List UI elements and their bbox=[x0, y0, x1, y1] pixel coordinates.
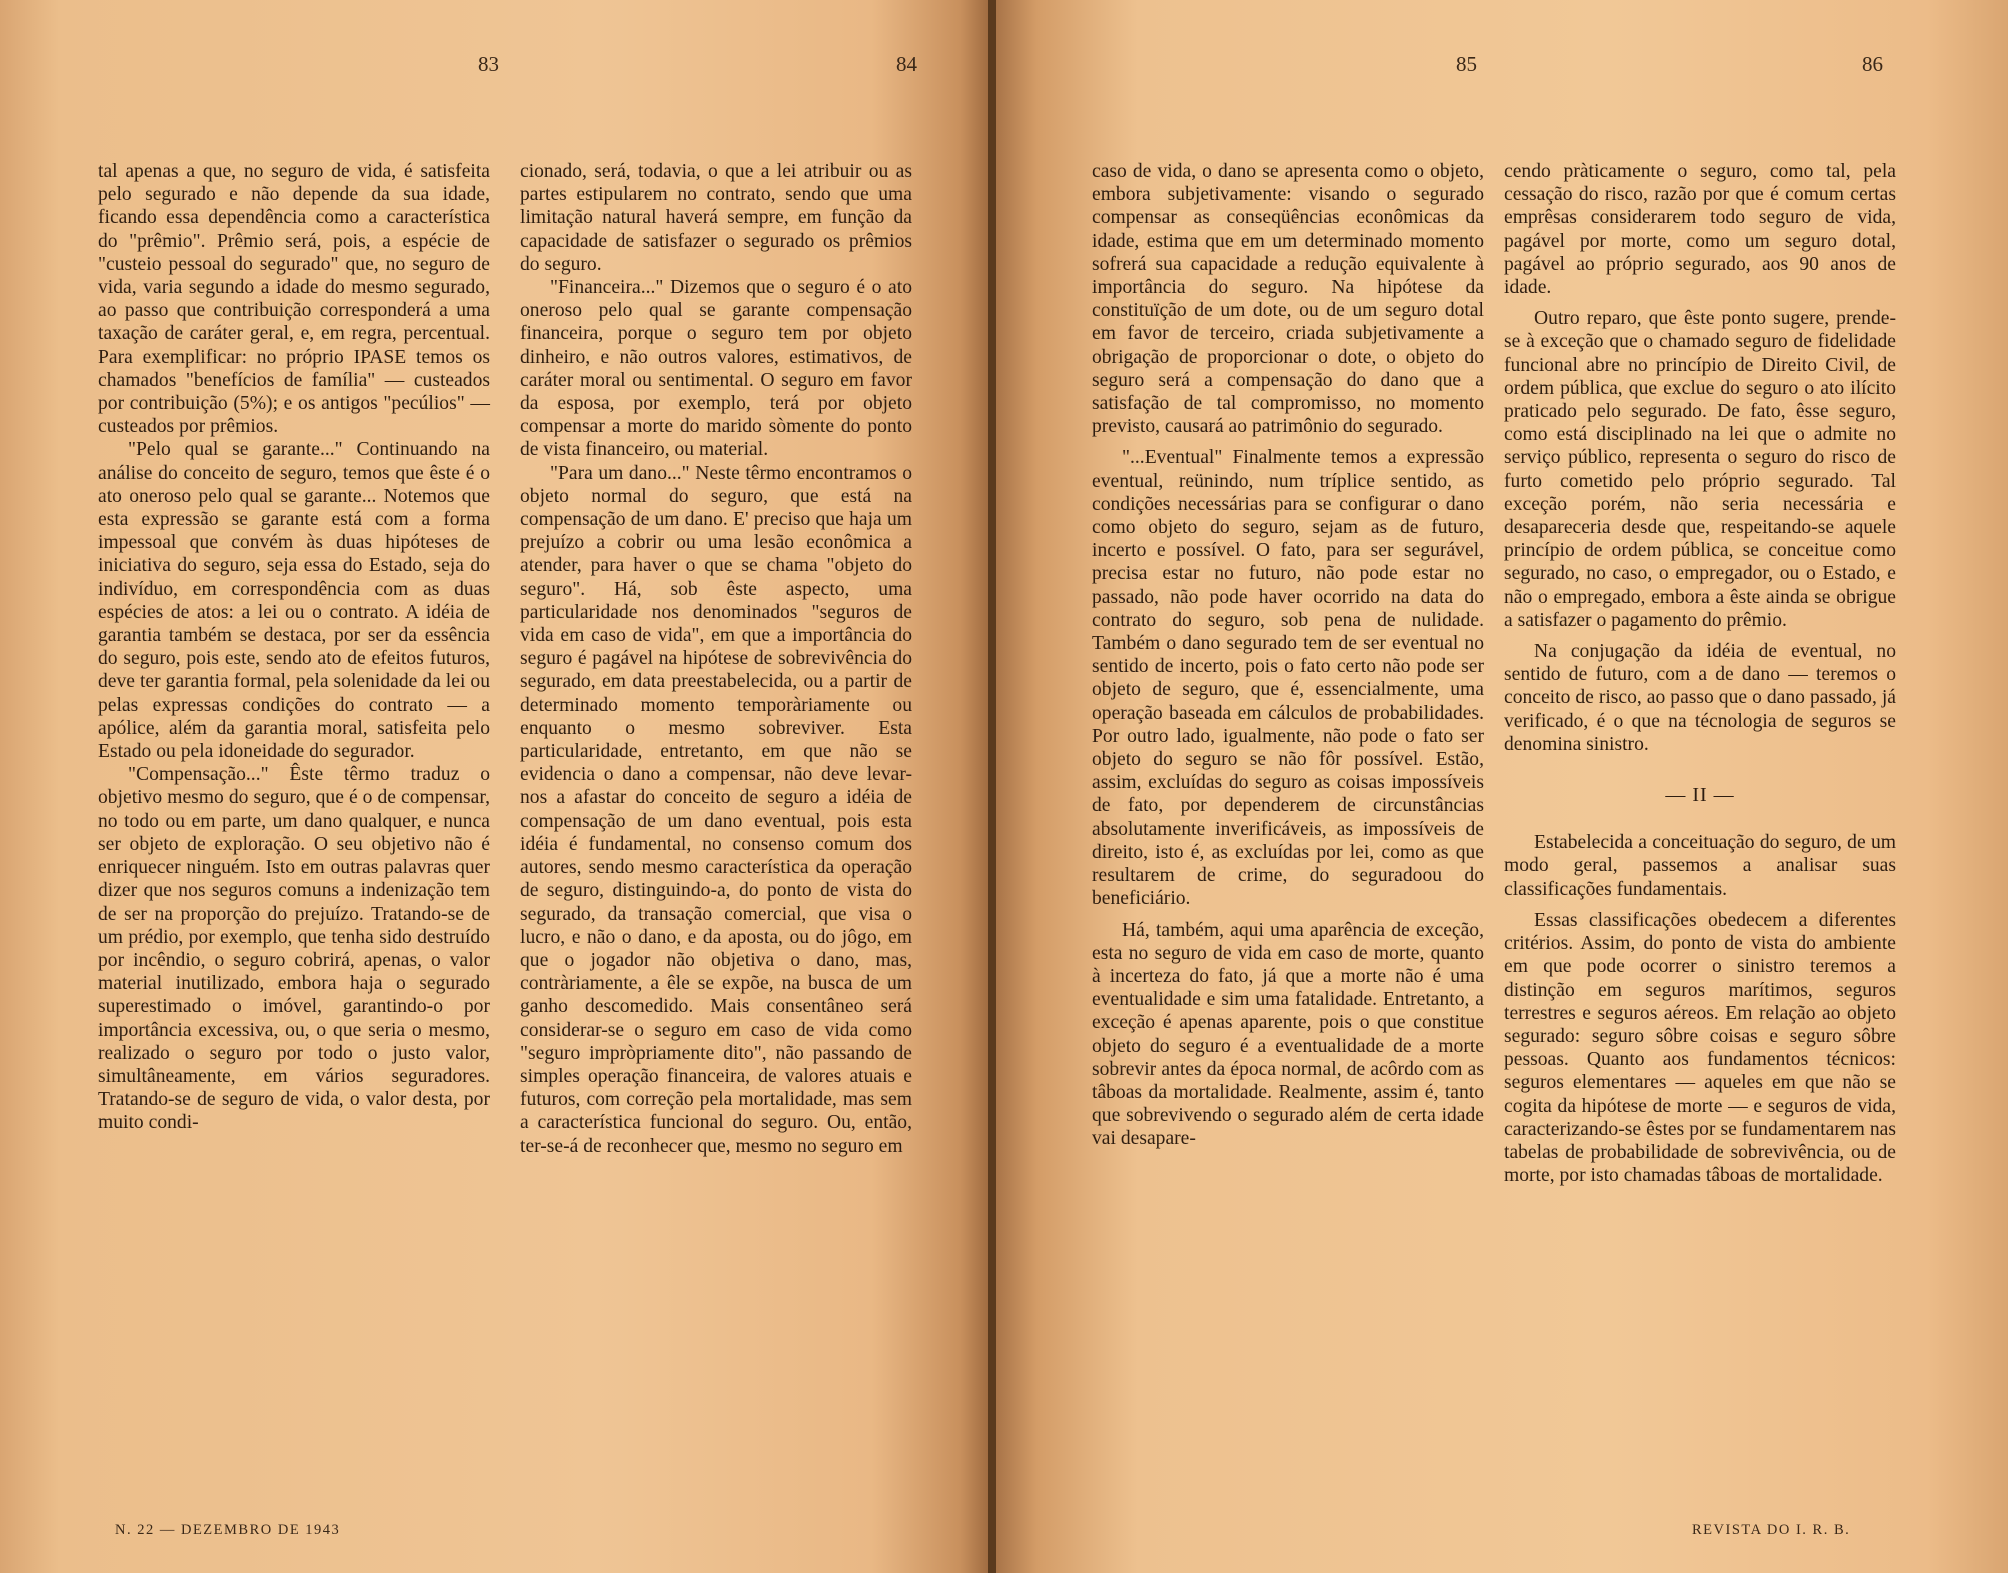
footer-journal-name: REVISTA DO I. R. B. bbox=[1692, 1522, 1851, 1538]
paragraph: Essas classificações obedecem a diferentes critérios. Assim, do ponto de vista do ambiente em que pode ocorrer o sinistro teremos a distinção em seguros marítimos, seguros terrestres e seguros aéreos. Em relação ao objeto segurado: seguro sôbre coisas e seguro sôbre pessoas. Quanto aos fundamentos técnicos: seguros elementares — aqueles em que não se cogita da hipótese de morte — e seguros de vida, caracterizando-se êstes por se fundamentarem nas tabelas de probabilidade de sobrevivência, ou de morte, por isto chamadas tâboas de mortalidade. bbox=[1504, 909, 1896, 1187]
paragraph: "Financeira..." Dizemos que o seguro é o ato oneroso pelo qual se garante compensação financeira, porque o seguro tem por objeto dinheiro, e não outros valores, estimativos, de caráter moral ou sentimental. O seguro em favor da esposa, por exemplo, terá por objeto compensar a morte do marido sòmente do ponto de vista financeiro, ou material. bbox=[520, 277, 912, 461]
paragraph: cendo pràticamente o seguro, como tal, pela cessação do risco, razão por que é comum certas emprêsas considerarem todo seguro de vida, pagável por morte, como um seguro dotal, pagável ao próprio segurado, aos 90 anos de idade. bbox=[1504, 161, 1896, 299]
paragraph: tal apenas a que, no seguro de vida, é satisfeita pelo segurado e não depende da sua idade, ficando essa dependência como a característica do "prêmio". Prêmio será, pois, a espécie de "custeio pessoal do segurado" que, no seguro de vida, varia segundo a idade do mesmo segurado, ao passo que contribuição corresponderá a uma taxação de caráter geral, e, em regra, percentual. Para exemplificar: no próprio IPASE temos os chamados "benefícios de família" — custeados por contribuição (5%); e os antigos "pecúlios" — custeados por prêmios. bbox=[98, 161, 490, 438]
paragraph: Estabelecida a conceituação do seguro, de um modo geral, passemos a analisar suas classificações fundamentais. bbox=[1504, 832, 1896, 900]
paragraph: cionado, será, todavia, o que a lei atribuir ou as partes estipularem no contrato, sendo que uma limitação natural haverá sempre, em função da capacidade de satisfazer o segurado os prêmios do seguro. bbox=[520, 161, 912, 275]
column-page-84 bbox=[520, 160, 912, 1158]
page-number-83: 83 bbox=[478, 52, 499, 76]
left-page bbox=[0, 0, 990, 1573]
paragraph: "Pelo qual se garante..." Continuando na análise do conceito de seguro, temos que êste é o ato oneroso pelo qual se garante... Notemos que esta expressão se garante está com a forma impessoal que convém às duas hipóteses de iniciativa do seguro, seja essa do Estado, seja do indivíduo, em correspondência com as duas espécies de atos: a lei ou o contrato. A idéia de garantia também se destaca, por ser da essência do seguro, pois este, sendo ato de efeitos futuros, deve ter garantia formal, pela solenidade da lei ou pelas expressas condições do contrato — a apólice, além da garantia moral, satisfeita pelo Estado ou pela idoneidade do segurador. bbox=[98, 439, 490, 763]
paragraph: Outro reparo, que êste ponto sugere, prende-se à exceção que o chamado seguro de fidelidade funcional abre no princípio de Direito Civil, de ordem pública, que exclue do seguro o ato ilícito praticado pelo segurado. De fato, êsse seguro, como está disciplinado na lei que o admite no serviço público, representa o seguro do risco de furto cometido pelo próprio segurado. Tal exceção porém, não seria necessária e desapareceria desde que, respeitando-se aquele princípio de ordem pública, se conceitue como segurado, no caso, o empregador, ou o Estado, e não o empregado, embora a êste ainda se obrigue a satisfazer o pagamento do prêmio. bbox=[1504, 308, 1896, 631]
page-number-86: 86 bbox=[1862, 52, 1883, 76]
paragraph: caso de vida, o dano se apresenta como o objeto, embora subjetivamente: visando o segurado compensar as conseqüências econômicas da idade, estima que em um determinado momento sofrerá sua capacidade a redução equivalente à importância do seguro. Na hipótese da constituïção de um dote, ou de um seguro dotal em favor de terceiro, criada subjetivamente a obrigação de proporcionar o dote, o objeto do seguro será a compensação do dano que a satisfação de tal compromisso, no momento previsto, causará ao patrimônio do segurado. bbox=[1092, 161, 1484, 438]
column-page-86 bbox=[1504, 160, 1896, 1187]
page-number-84: 84 bbox=[896, 52, 917, 76]
column-page-83 bbox=[98, 160, 490, 1135]
section-heading: — II — bbox=[1665, 784, 1735, 807]
right-page bbox=[996, 0, 2008, 1573]
paragraph: "Para um dano..." Neste têrmo encontramos o objeto normal do seguro, que está na compensação de um dano. E' preciso que haja um prejuízo a cobrir ou uma lesão econômica a atender, para haver o que se chama "objeto do seguro". Há, sob êste aspecto, uma particularidade nos denominados "seguros de vida em caso de vida", em que a importância do seguro é pagável na hipótese de sobrevivência do segurado, em data preestabelecida, ou a partir de determinado momento temporàriamente ou enquanto o mesmo sobreviver. Esta particularidade, entretanto, em que não se evidencia o dano a compensar, não deve levar-nos a afastar do conceito de seguro a idéia de compensação de um dano eventual, pois esta idéia é fundamental, no consenso comum dos autores, sendo mesmo característica da operação de seguro, distinguindo-a, do ponto de vista do segurado, da transação comercial, que visa o lucro, e não o dano, e da aposta, ou do jôgo, em que o jogador não objetiva o dano, mas, contràriamente, a êle se expõe, na busca de um ganho descomedido. Mais consentâneo será considerar-se o seguro em caso de vida como "seguro impròpriamente dito", não passando de simples operação financeira, de valores atuais e futuros, com correção pela mortalidade, mas sem a característica funcional do seguro. Ou, então, ter-se-á de reconhecer que, mesmo no seguro em bbox=[520, 462, 912, 1157]
footer-issue-date: N. 22 — DEZEMBRO DE 1943 bbox=[115, 1522, 341, 1538]
paragraph: Na conjugação da idéia de eventual, no sentido de futuro, com a de dano — teremos o conceito de risco, ao passo que o dano passado, já verificado, é o que na técnologia de seguros se denomina sinistro. bbox=[1504, 641, 1896, 755]
paragraph: "Compensação..." Êste têrmo traduz o objetivo mesmo do seguro, que é o de compensar, no todo ou em parte, um dano qualquer, e nunca ser objeto de exploração. O seu objetivo não é enriquecer ninguém. Isto em outras palavras quer dizer que nos seguros comuns a indenização tem de ser na proporção do prejuízo. Tratando-se de um prédio, por exemplo, que tenha sido destruído por incêndio, o seguro cobrirá, apenas, o valor material inutilizado, embora haja o segurado superestimado o imóvel, garantindo-o por importância excessiva, ou, o que seria o mesmo, realizado o seguro por todo o justo valor, simultâneamente, em vários seguradores. Tratando-se de seguro de vida, o valor desta, por muito condi- bbox=[98, 764, 490, 1134]
page-number-85: 85 bbox=[1456, 52, 1477, 76]
paragraph: "...Eventual" Finalmente temos a expressão eventual, reünindo, num tríplice sentido, as condições necessárias para se configurar o dano como objeto do seguro, sejam as de futuro, incerto e possível. O fato, para ser segurável, precisa estar no futuro, não pode estar no passado, não pode haver ocorrido na data do contrato do seguro, sob pena de nulidade. Também o dano segurado tem de ser eventual no sentido de incerto, pois o fato certo não pode ser objeto de seguro, que é, essencialmente, uma operação baseada em cálculos de probabilidades. Por outro lado, igualmente, não pode o fato ser objeto do seguro se não fôr possível. Estão, assim, excluídas do seguro as coisas impossíveis de fato, por dependerem de circunstâncias absolutamente inverificáveis, as impossíveis de direito, isto é, as excluídas por lei, como as que resultarem de crime, do seguradoou do beneficiário. bbox=[1092, 447, 1484, 910]
column-page-85 bbox=[1092, 160, 1484, 1151]
paragraph: Há, também, aqui uma aparência de exceção, esta no seguro de vida em caso de morte, quanto à incerteza do fato, já que a morte não é uma eventualidade e sim uma fatalidade. Entretanto, a exceção é apenas aparente, pois o que constitue objeto do seguro é a eventualidade de a morte sobrevir antes da época normal, de acôrdo com as tâboas da mortalidade. Realmente, assim é, tanto que sobrevivendo o segurado além de certa idade vai desapare- bbox=[1092, 919, 1484, 1150]
